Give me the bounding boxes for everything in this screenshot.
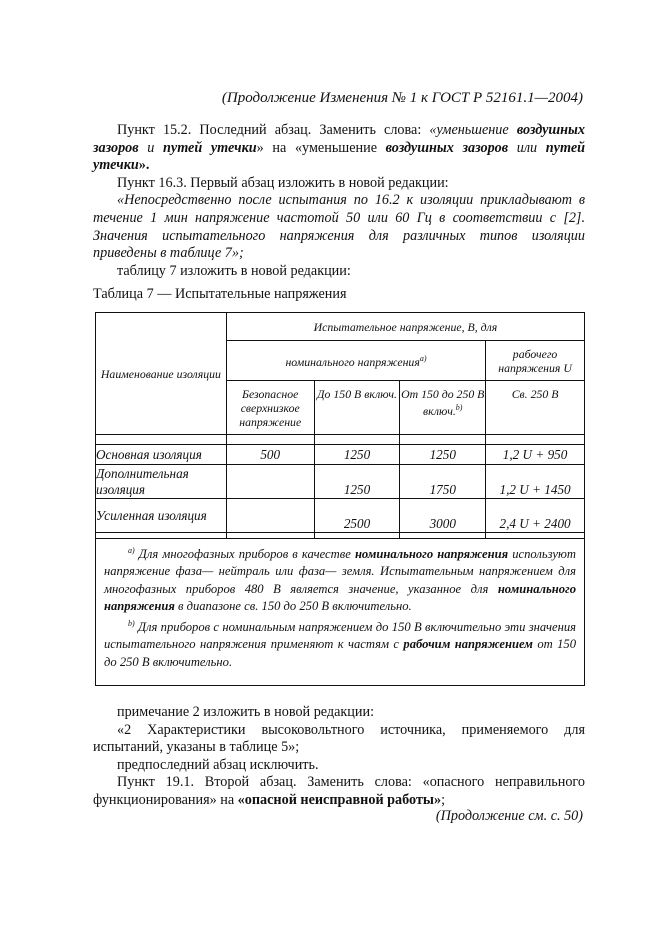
col-header-nominal: номинального напряжения$^{а)}$: [226, 341, 485, 381]
p1-term-2: путей утечки: [163, 139, 257, 156]
p1-term-4: путей утечки: [93, 139, 586, 174]
cell-to-150: 2500: [314, 499, 400, 533]
table-row: [96, 499, 585, 533]
footnote-a-mark: а): [419, 354, 427, 364]
p1-end: ».: [138, 157, 150, 174]
p1-text: Пункт 15.2. Последний абзац. Заменить слова:: [117, 122, 430, 138]
table-notes: [95, 534, 585, 686]
sub-header-150-250: От 150 до 250 В включ.$^{b)}$: [400, 381, 486, 435]
p1-term-3: воздушных зазоров: [385, 139, 509, 156]
p1-or: или: [508, 139, 546, 156]
cell-over-250: 2,4 U + 2400: [486, 499, 585, 533]
cell-over-250: 1,2 U + 1450: [486, 465, 585, 499]
col-header-working: рабочего напряжения U: [486, 341, 585, 381]
paragraph-note-2-text: «2 Характеристики высоковольтного источника, применяемого для испытаний, указаны в таблице 5»;: [93, 721, 585, 756]
cell-to-150: 1250: [314, 465, 400, 499]
paragraph-note-2: примечание 2 изложить в новой редакции:: [117, 704, 375, 720]
sub-header-to-150: До 150 В включ.: [314, 381, 400, 435]
cell-150-250: 1250: [400, 445, 486, 465]
paragraph-table-intro: таблицу 7 изложить в новой редакции:: [117, 262, 351, 279]
cell-selv: [226, 499, 314, 533]
paragraph-15-2: [93, 122, 585, 175]
cell-150-250: 1750: [400, 465, 486, 499]
p1-quote-open: «уменьшение: [429, 122, 517, 138]
continuation-note: (Продолжение см. с. 50): [435, 808, 583, 824]
note-b: $^{b)}$ Для приборов с номинальным напряжением до 150 В включительно эти значения испытательного напряжения применяют к частям с рабочим напряжением от 150 до 250 В включительно.: [104, 619, 576, 669]
col-header-test-voltage: Испытательное напряжение, В, для: [226, 313, 584, 341]
sub-header-selv: Безопасное сверхнизкое напряжение: [226, 381, 314, 435]
cell-150-250: 3000: [400, 499, 486, 533]
text-block-top: [93, 122, 585, 280]
paragraph-16-3: Пункт 16.3. Первый абзац изложить в новой редакции:: [117, 174, 449, 191]
table-row: [96, 445, 585, 465]
paragraph-16-3-text: «Непосредственно после испытания по 16.2 к изоляции прикладывают в течение 1 мин напряжение частотой 50 или 60 Гц в соответствии с [2]. Значения испытательного напряжения для различных типов изоляции приведены в таблице 7»;: [93, 192, 585, 262]
table-7: [95, 312, 585, 539]
col-header-name: Наименование изоляции: [96, 313, 227, 435]
cell-selv: 500: [226, 445, 314, 465]
table-row: [96, 465, 585, 499]
paragraph-19-1: Пункт 19.1. Второй абзац. Заменить слова: «опасного неправильного функционирования» на «опасной неисправной работы»;: [93, 774, 585, 808]
sub-header-over-250: Св. 250 В: [486, 381, 585, 435]
paragraph-delete: предпоследний абзац исключить.: [117, 756, 319, 773]
cell-selv: [226, 465, 314, 499]
p1-on: » на «уменьшение: [256, 139, 386, 156]
running-header: (Продолжение Изменения № 1 к ГОСТ Р 52161.1—2004): [221, 90, 583, 106]
row-name: Усиленная изоляция: [96, 499, 227, 533]
cell-to-150: 1250: [314, 445, 400, 465]
note-a: $^{а)}$ Для многофазных приборов в качестве номинального напряжения используют напряжение фаза— нейтраль или фаза— земля. Испытательным напряжением для многофазных приборов 480 В является значение, указанное для номинального напряжения в диапазоне св. 150 до 250 В включительно.: [104, 546, 576, 613]
note-b-mark: b): [128, 619, 135, 628]
row-name: Основная изоляция: [96, 445, 227, 465]
cell-over-250: 1,2 U + 950: [486, 445, 585, 465]
p1-term-1: воздушных зазоров: [93, 122, 585, 156]
p1-and: и: [138, 139, 164, 156]
table-caption: Таблица 7 — Испытательные напряжения: [93, 286, 347, 302]
row-name: Дополнительная изоляция: [96, 465, 227, 499]
text-block-bottom: [93, 704, 585, 810]
note-a-mark: а): [128, 546, 135, 555]
footnote-b-mark: b): [455, 403, 463, 412]
